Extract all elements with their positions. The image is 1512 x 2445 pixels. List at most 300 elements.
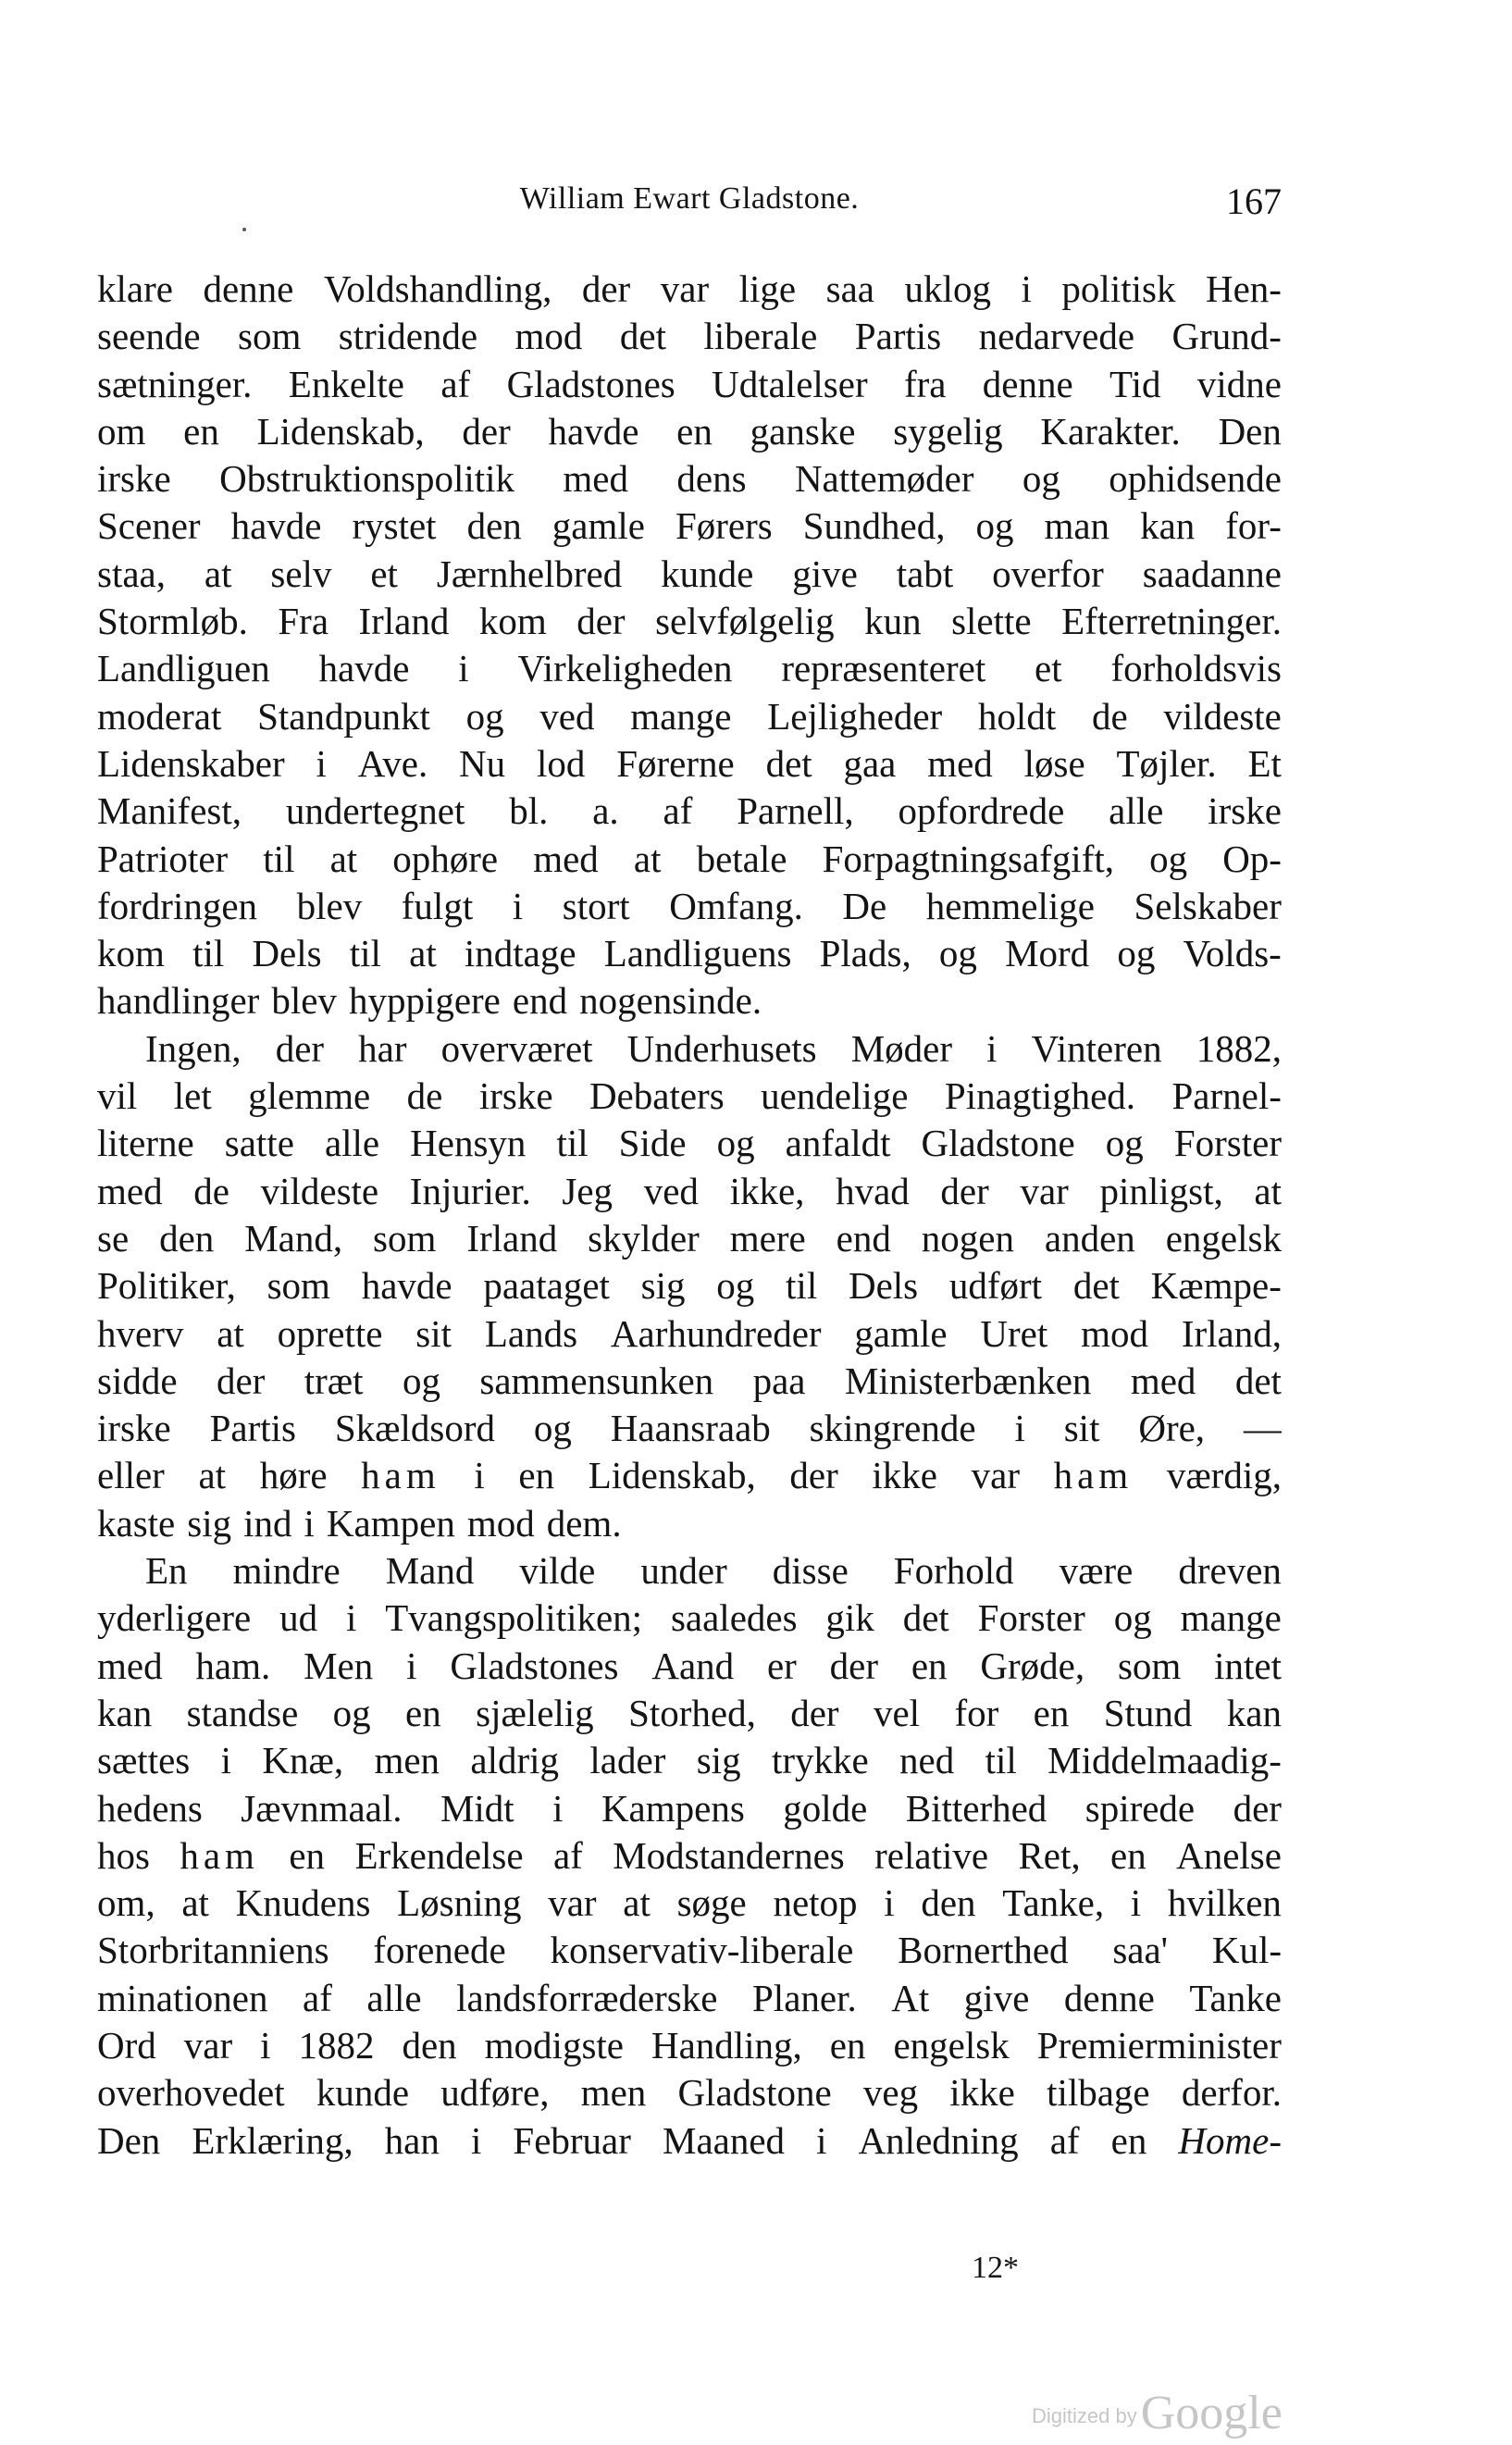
word: Ministerbænken	[844, 1359, 1092, 1402]
word: overfor	[992, 552, 1104, 595]
word: mod	[466, 1501, 535, 1545]
text-line	[97, 977, 1282, 1024]
word: irske	[97, 1407, 171, 1450]
word: denne	[203, 267, 294, 310]
word: mere	[729, 1216, 806, 1260]
word: Sundhed,	[802, 504, 946, 548]
word: bl.	[509, 789, 549, 833]
word: der	[216, 1359, 266, 1402]
running-title: William Ewart Gladstone.	[519, 181, 860, 216]
body-text	[97, 266, 1282, 2165]
print-speck	[242, 228, 246, 231]
word: vel	[873, 1691, 921, 1734]
word: Dels	[848, 1264, 919, 1308]
word: ham	[361, 1454, 440, 1497]
word: Gladstones	[506, 362, 675, 405]
text-line	[97, 1500, 1282, 1547]
digitized-label: Digitized by	[1032, 2404, 1137, 2427]
word: blev	[271, 979, 337, 1023]
word: minationen	[97, 1976, 268, 2019]
text-line	[97, 740, 1282, 788]
word: ved	[643, 1169, 699, 1212]
word: let	[173, 1074, 212, 1118]
text-line	[97, 1215, 1282, 1262]
word: Side	[618, 1122, 687, 1165]
word: ganske	[750, 409, 856, 453]
word: en	[1033, 1691, 1070, 1734]
word: kunde	[661, 552, 754, 595]
word: som	[1117, 1644, 1182, 1687]
word: Tanke	[1189, 1976, 1282, 2019]
word: af	[552, 1833, 583, 1877]
word: i	[816, 2118, 827, 2162]
word: der	[940, 1169, 989, 1212]
word: men	[580, 2071, 647, 2115]
word: til	[786, 1264, 818, 1308]
word: ham	[180, 1833, 259, 1877]
word: tilbage	[1047, 2071, 1150, 2115]
word: modigste	[484, 2023, 624, 2066]
word: og	[716, 1122, 755, 1165]
word: Anelse	[1176, 1833, 1282, 1877]
word: hvad	[836, 1169, 910, 1212]
word: Jævnmaal.	[241, 1786, 403, 1830]
word: i	[1021, 267, 1032, 310]
word: fordringen	[97, 884, 258, 927]
word: kom	[97, 932, 165, 975]
word: i	[1130, 1881, 1142, 1925]
word: Aand	[651, 1644, 735, 1687]
text-line	[97, 693, 1282, 740]
word: stridende	[338, 315, 478, 358]
word: i	[316, 741, 327, 785]
word: forholdsvis	[1110, 647, 1282, 690]
word: Selskaber	[1134, 884, 1282, 927]
word: fulgt	[401, 884, 474, 927]
word: en	[676, 409, 713, 453]
word: handlinger	[97, 979, 260, 1023]
word: kom	[478, 600, 547, 643]
word: og	[938, 932, 977, 975]
word: var	[971, 1454, 1020, 1497]
word: en	[289, 1833, 326, 1877]
word: Erklæring,	[192, 2118, 353, 2162]
word: engelsk	[893, 2023, 1010, 2066]
word: anfaldt	[785, 1122, 891, 1165]
word: af	[440, 362, 471, 405]
word: De	[842, 884, 887, 927]
word: i	[552, 1786, 564, 1830]
word: men	[374, 1739, 440, 1782]
word: til	[556, 1122, 589, 1165]
word: nedarvede	[978, 315, 1135, 358]
word: hemmelige	[925, 884, 1095, 927]
word: hos	[97, 1833, 150, 1877]
google-logo: Google	[1140, 2387, 1283, 2439]
word: og	[1117, 932, 1156, 975]
text-line	[97, 1927, 1282, 1974]
word: der	[829, 1644, 879, 1687]
word: pinligst,	[1099, 1169, 1223, 1212]
word: Dels	[252, 932, 322, 975]
word: en	[183, 409, 219, 453]
word: havde	[548, 409, 639, 453]
word: dreven	[1178, 1549, 1282, 1593]
word: i	[304, 1501, 315, 1545]
word: saa'	[1112, 1929, 1169, 1972]
word: de	[406, 1074, 443, 1118]
word: literne	[97, 1122, 194, 1165]
text-line	[97, 1262, 1282, 1309]
word: mod	[514, 315, 583, 358]
word: moderat	[97, 694, 222, 738]
word: sig	[696, 1739, 741, 1782]
word: repræsenteret	[781, 647, 986, 690]
text-line	[97, 1120, 1282, 1167]
word: sit	[1063, 1407, 1100, 1450]
word: Anledning	[858, 2118, 1019, 2162]
word: alle	[324, 1122, 380, 1165]
word: om,	[97, 1881, 155, 1925]
word: gamle	[552, 504, 645, 548]
word: ikke	[949, 2071, 1015, 2115]
word: at	[198, 1454, 227, 1497]
text-line	[97, 1073, 1282, 1120]
word: være	[1059, 1549, 1134, 1593]
word: en	[1110, 1833, 1146, 1877]
text-line	[97, 2022, 1282, 2069]
text-line	[97, 883, 1282, 930]
running-head	[97, 181, 1282, 226]
word: ned	[899, 1739, 955, 1782]
word: at	[181, 1881, 209, 1925]
word: fra	[903, 362, 947, 405]
word: klare	[97, 267, 173, 310]
word: vilde	[519, 1549, 596, 1593]
word: af	[1049, 2118, 1080, 2162]
word: i	[884, 1881, 895, 1925]
word: irske	[478, 1074, 553, 1118]
word: se	[97, 1216, 130, 1260]
word: Efterretninger.	[1061, 600, 1282, 643]
text-line	[97, 1785, 1282, 1832]
word: yderligere	[97, 1596, 252, 1640]
word: den	[402, 2023, 457, 2066]
word: Politiker,	[97, 1264, 236, 1308]
word: Bornerthed	[898, 1929, 1069, 1972]
word: lader	[589, 1739, 666, 1782]
word: denne	[982, 362, 1073, 405]
word: Et	[1247, 741, 1282, 785]
word: Premierminister	[1036, 2023, 1282, 2066]
word: hedens	[97, 1786, 203, 1830]
word: 1882	[298, 2023, 375, 2066]
word: sig	[187, 1501, 232, 1545]
word: skylder	[588, 1216, 700, 1260]
word: selv	[270, 552, 332, 595]
text-line	[97, 1880, 1282, 1927]
word: eller	[97, 1454, 165, 1497]
word: at	[1254, 1169, 1282, 1212]
word: dem.	[546, 1501, 622, 1545]
word: Enkelte	[288, 362, 405, 405]
word: Lidenskab,	[588, 1454, 756, 1497]
word: Kul-	[1211, 1929, 1282, 1972]
word: vildeste	[1163, 694, 1282, 738]
text-line	[97, 503, 1282, 550]
word: Plads,	[819, 932, 911, 975]
word: der	[275, 1026, 325, 1070]
word: som	[238, 315, 302, 358]
word: Vinteren	[1031, 1026, 1162, 1070]
word: og	[975, 504, 1014, 548]
word: og	[1113, 1596, 1152, 1640]
word: mange	[630, 694, 732, 738]
word: ophøre	[392, 837, 499, 880]
word: selvfølgelig	[655, 600, 835, 643]
word: Landliguen	[97, 647, 270, 690]
text-line	[97, 408, 1282, 455]
word: standse	[186, 1691, 299, 1734]
word: glemme	[248, 1074, 371, 1118]
word: hverv	[97, 1311, 184, 1355]
word: sit	[415, 1311, 452, 1355]
word: og	[332, 1691, 371, 1734]
word: gaa	[843, 741, 897, 785]
word: værdig,	[1166, 1454, 1282, 1497]
word: en	[1110, 2118, 1147, 2162]
word: netop	[773, 1881, 858, 1925]
text-line	[97, 930, 1282, 977]
word: politisk	[1061, 267, 1176, 310]
word: paa	[752, 1359, 806, 1402]
word: der	[462, 409, 511, 453]
word: Grund-	[1171, 315, 1282, 358]
word: 1882,	[1196, 1026, 1282, 1070]
word: Kæmpe-	[1150, 1264, 1282, 1308]
word: Men	[304, 1644, 374, 1687]
word: lige	[738, 267, 797, 310]
word: man	[1044, 504, 1110, 548]
word: uendelige	[761, 1074, 909, 1118]
word: Bitterhed	[905, 1786, 1047, 1830]
word: i	[260, 2023, 271, 2066]
word: Mand,	[244, 1216, 343, 1260]
word: havde	[361, 1264, 452, 1308]
word: Ret,	[1018, 1833, 1081, 1877]
word: Lidenskaber	[97, 741, 285, 785]
word: Storbritanniens	[97, 1929, 329, 1972]
word: Mord	[1005, 932, 1090, 975]
word: irske	[97, 457, 171, 501]
word: søge	[676, 1881, 747, 1925]
word: Landliguens	[603, 932, 792, 975]
word: udført	[948, 1264, 1043, 1308]
word: Nu	[459, 741, 506, 785]
word: Irland	[358, 600, 450, 643]
word: Februar	[513, 2118, 631, 2162]
word: var	[548, 1881, 597, 1925]
word: nogen	[921, 1216, 1014, 1260]
word: i	[220, 1739, 232, 1782]
word: at	[409, 932, 437, 975]
word: og	[465, 694, 504, 738]
word: Op-	[1222, 837, 1282, 880]
text-line	[97, 836, 1282, 883]
word: dens	[676, 457, 747, 501]
word: i	[470, 2118, 482, 2162]
word: Stund	[1103, 1691, 1193, 1734]
word: stort	[562, 884, 630, 927]
word: Obstruktionspolitik	[219, 457, 515, 501]
word: Forster	[1173, 1122, 1282, 1165]
word: engelsk	[1165, 1216, 1282, 1260]
word: konservativ-liberale	[550, 1929, 854, 1972]
word: og	[1149, 837, 1188, 880]
word: Lidenskab,	[256, 409, 425, 453]
word: Irland,	[1181, 1311, 1282, 1355]
word: Førers	[675, 504, 773, 548]
word: med	[97, 1169, 163, 1212]
word: sammensunken	[479, 1359, 714, 1402]
word: aldrig	[470, 1739, 560, 1782]
word: den	[159, 1216, 215, 1260]
word: et	[370, 552, 398, 595]
word: det	[765, 741, 812, 785]
word: at	[623, 1881, 651, 1925]
word: et	[1035, 647, 1062, 690]
word: Erkendelse	[354, 1833, 524, 1877]
word: ikke,	[729, 1169, 805, 1212]
word: Aarhundreder	[610, 1311, 822, 1355]
word: i	[458, 647, 469, 690]
text-line	[97, 1975, 1282, 2022]
text-line	[97, 598, 1282, 645]
word: Irland	[466, 1216, 558, 1260]
word: Midt	[440, 1786, 514, 1830]
word: der	[790, 1691, 839, 1734]
word: den	[921, 1881, 976, 1925]
digitized-watermark	[1032, 2386, 1351, 2445]
word: en	[911, 1644, 948, 1687]
word: Scener	[97, 504, 201, 548]
word: golde	[783, 1786, 868, 1830]
text-line	[97, 361, 1282, 408]
word: ved	[539, 694, 595, 738]
text-line	[97, 551, 1282, 598]
word: de	[1091, 694, 1128, 738]
word: kaste	[97, 1501, 176, 1545]
word: den	[466, 504, 522, 548]
word: har	[358, 1026, 407, 1070]
word: Virkeligheden	[517, 647, 733, 690]
word: vil	[97, 1074, 138, 1118]
word: veg	[862, 2071, 919, 2115]
word: At	[891, 1976, 930, 2019]
word: slette	[951, 600, 1032, 643]
word: Gladstones	[450, 1644, 619, 1687]
word: skingrende	[809, 1407, 976, 1450]
word: alle	[366, 1976, 422, 2019]
word: Modstandernes	[613, 1833, 845, 1877]
word: med	[533, 837, 599, 880]
word: Injurier.	[409, 1169, 531, 1212]
word: trykke	[771, 1739, 869, 1782]
word: der	[1233, 1786, 1282, 1830]
word: saa	[825, 267, 875, 310]
text-line	[97, 1832, 1282, 1880]
word: til	[263, 837, 295, 880]
word: i	[986, 1026, 998, 1070]
word: Gladstone	[921, 1122, 1075, 1165]
word: og	[533, 1407, 572, 1450]
word: Møder	[850, 1026, 953, 1070]
word: Kampen	[326, 1501, 455, 1545]
word: havde	[230, 504, 322, 548]
word: om	[97, 409, 146, 453]
word: var	[660, 267, 710, 310]
signature-mark: 12*	[972, 2251, 1019, 2285]
word: intet	[1214, 1644, 1282, 1687]
word: en	[518, 1454, 555, 1497]
word: blev	[296, 884, 363, 927]
word: var	[183, 2023, 233, 2066]
word: hvilken	[1167, 1881, 1282, 1925]
word: derfor.	[1181, 2071, 1282, 2115]
word: Haansraab	[610, 1407, 771, 1450]
word: og	[1105, 1122, 1144, 1165]
word: Voldshandling,	[323, 267, 552, 310]
word: kan	[1140, 504, 1196, 548]
word: Uret	[980, 1311, 1048, 1355]
word: med	[563, 457, 628, 501]
word: og	[402, 1359, 440, 1402]
word: Ingen,	[145, 1026, 242, 1070]
word: undertegnet	[285, 789, 465, 833]
word: hyppigere	[348, 979, 501, 1023]
word: Partis	[854, 315, 942, 358]
word: end	[836, 1216, 891, 1260]
word: ham	[1053, 1454, 1134, 1497]
word: vildeste	[260, 1169, 379, 1212]
word: ikke	[872, 1454, 937, 1497]
word: som	[373, 1216, 437, 1260]
word: som	[266, 1264, 330, 1308]
word: indtage	[464, 932, 576, 975]
word: Jærnhelbred	[436, 552, 623, 595]
text-line	[97, 1310, 1282, 1358]
word: kunde	[316, 2071, 410, 2115]
word: Tvangspolitiken;	[385, 1596, 643, 1640]
word: det	[1234, 1359, 1282, 1402]
word: gik	[825, 1596, 874, 1640]
word: Mand	[385, 1549, 475, 1593]
word: det	[1072, 1264, 1120, 1308]
word: der	[789, 1454, 838, 1497]
word: at	[329, 837, 358, 880]
text-line	[97, 1168, 1282, 1215]
word: sygelig	[893, 409, 1003, 453]
word: opfordrede	[898, 789, 1065, 833]
word: Forhold	[893, 1549, 1014, 1593]
word: kan	[1226, 1691, 1282, 1734]
word: kun	[864, 600, 922, 643]
word: og	[716, 1264, 755, 1308]
word: Manifest,	[97, 789, 242, 833]
word: relative	[874, 1833, 989, 1877]
word: Den	[1218, 409, 1282, 453]
word: give	[963, 1976, 1030, 2019]
